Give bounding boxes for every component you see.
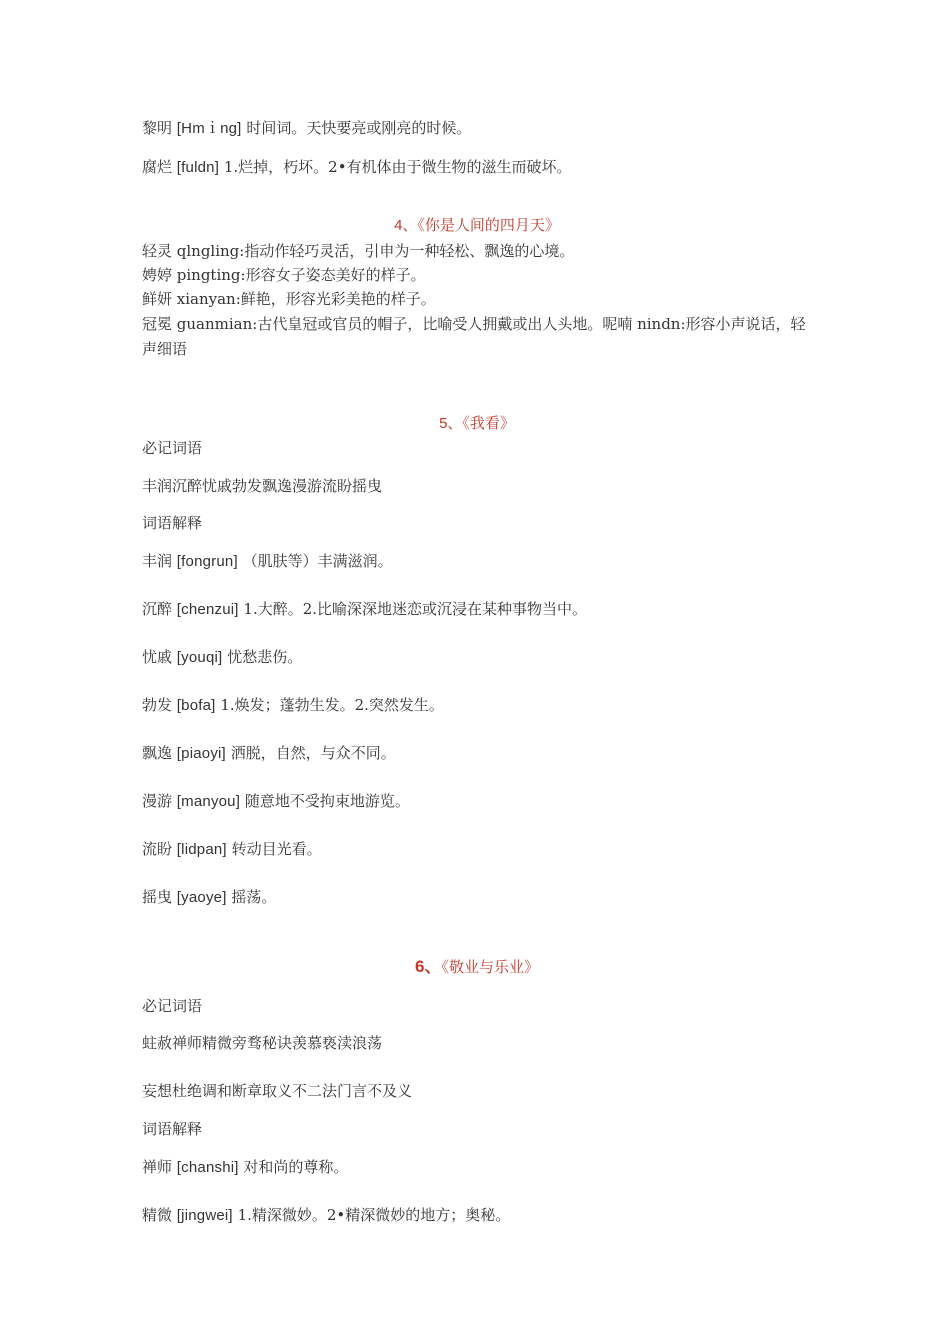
entry-pinyin: [fuldn] xyxy=(176,159,220,176)
section-title: 《敬业与乐业》 xyxy=(441,958,539,976)
entry-pinyin: [jingwei] xyxy=(176,1207,233,1224)
entry-manyou xyxy=(142,791,410,812)
line-pingting: 娉婷 pingting:形容女子姿态美好的样子。 xyxy=(142,266,426,284)
section-6-heading xyxy=(142,957,812,977)
section-title: 《我看》 xyxy=(462,414,515,432)
entry-word: 漫游 xyxy=(142,792,173,810)
entry-word: 腐烂 xyxy=(142,158,173,176)
entry-liming xyxy=(142,118,471,139)
entry-word: 飘逸 xyxy=(142,744,173,762)
entry-definition: 1.烂掉，朽坏。2•有机体由于微生物的滋生而破坏。 xyxy=(223,158,572,176)
section-number: 4、 xyxy=(394,217,418,234)
entry-word: 流盼 xyxy=(142,840,173,858)
section-title: 《你是人间的四月天》 xyxy=(417,216,560,234)
entry-pinyin: [manyou] xyxy=(176,793,241,810)
entry-bofa xyxy=(142,695,444,716)
entry-definition: 摇荡。 xyxy=(231,888,277,906)
entry-word: 精微 xyxy=(142,1206,173,1224)
entry-word: 丰润 xyxy=(142,552,173,570)
entry-word: 禅师 xyxy=(142,1158,173,1176)
entry-definition: 转动目光看。 xyxy=(231,840,322,858)
entry-pinyin: [fongrun] xyxy=(176,553,238,570)
must-words-list-1: 蛀赦禅师精微旁骛秘诀羡慕亵渎浪荡 xyxy=(142,1034,383,1052)
entry-definition: 1.大醉。2.比喻深深地迷恋或沉浸在某种事物当中。 xyxy=(243,600,588,618)
entry-pinyin: [Hmｉng] xyxy=(176,120,242,137)
entry-pinyin: [bofa] xyxy=(176,697,216,714)
entry-pinyin: [youqi] xyxy=(176,649,223,666)
entry-definition: 忧愁悲伤。 xyxy=(227,648,303,666)
entry-youqi xyxy=(142,647,302,668)
entry-definition: 1.焕发；蓬勃生发。2.突然发生。 xyxy=(220,696,444,714)
entry-definition: 对和尚的尊称。 xyxy=(243,1158,349,1176)
entry-pinyin: [piaoyi] xyxy=(176,745,226,762)
section-4-heading xyxy=(142,215,812,236)
entry-pinyin: [lidpan] xyxy=(176,841,227,858)
section-number: 6、 xyxy=(415,957,442,976)
entry-definition: 1.精深微妙。2•精深微妙的地方；奥秘。 xyxy=(237,1206,511,1224)
line-guanmian: 冠冕 guanmian:古代皇冠或官员的帽子，比喻受人拥戴或出人头地。呢喃 nindn:形容小声说话，轻声细语 xyxy=(142,315,806,358)
entry-chanshi xyxy=(142,1157,348,1178)
entry-word: 沉醉 xyxy=(142,600,173,618)
entry-piaoyi xyxy=(142,743,396,764)
entry-liupan xyxy=(142,839,322,860)
entry-definition: 随意地不受拘束地游览。 xyxy=(244,792,410,810)
explain-label: 词语解释 xyxy=(142,514,203,532)
entry-yaoye xyxy=(142,887,276,908)
entry-pinyin: [chanshi] xyxy=(176,1159,239,1176)
must-words-label: 必记词语 xyxy=(142,439,203,457)
entry-pinyin: [chenzui] xyxy=(176,601,239,618)
line-xianyan: 鲜妍 xianyan:鲜艳，形容光彩美艳的样子。 xyxy=(142,290,436,308)
entry-word: 摇曳 xyxy=(142,888,173,906)
entry-definition: 洒脱，自然，与众不同。 xyxy=(230,744,396,762)
entry-definition: 时间词。天快要亮或刚亮的时候。 xyxy=(246,119,472,137)
must-words-list-2: 妄想杜绝调和断章取义不二法门言不及义 xyxy=(142,1082,413,1100)
entry-definition: （肌肤等）丰满滋润。 xyxy=(242,552,393,570)
entry-word: 勃发 xyxy=(142,696,173,714)
entry-pinyin: [yaoye] xyxy=(176,889,227,906)
section-number: 5、 xyxy=(439,415,463,432)
must-words-label: 必记词语 xyxy=(142,997,203,1015)
entry-chenzui xyxy=(142,599,587,620)
explain-label: 词语解释 xyxy=(142,1120,203,1138)
section-5-heading xyxy=(142,413,812,434)
must-words-list: 丰润沉醉忧戚勃发飘逸漫游流盼摇曳 xyxy=(142,477,383,495)
entry-fulan xyxy=(142,157,572,178)
entry-fengrun xyxy=(142,551,393,572)
line-qingling: 轻灵 qlngling:指动作轻巧灵活，引申为一种轻松、飘逸的心境。 xyxy=(142,242,575,260)
entry-word: 忧戚 xyxy=(142,648,173,666)
entry-word: 黎明 xyxy=(142,119,173,137)
entry-jingwei xyxy=(142,1205,510,1226)
